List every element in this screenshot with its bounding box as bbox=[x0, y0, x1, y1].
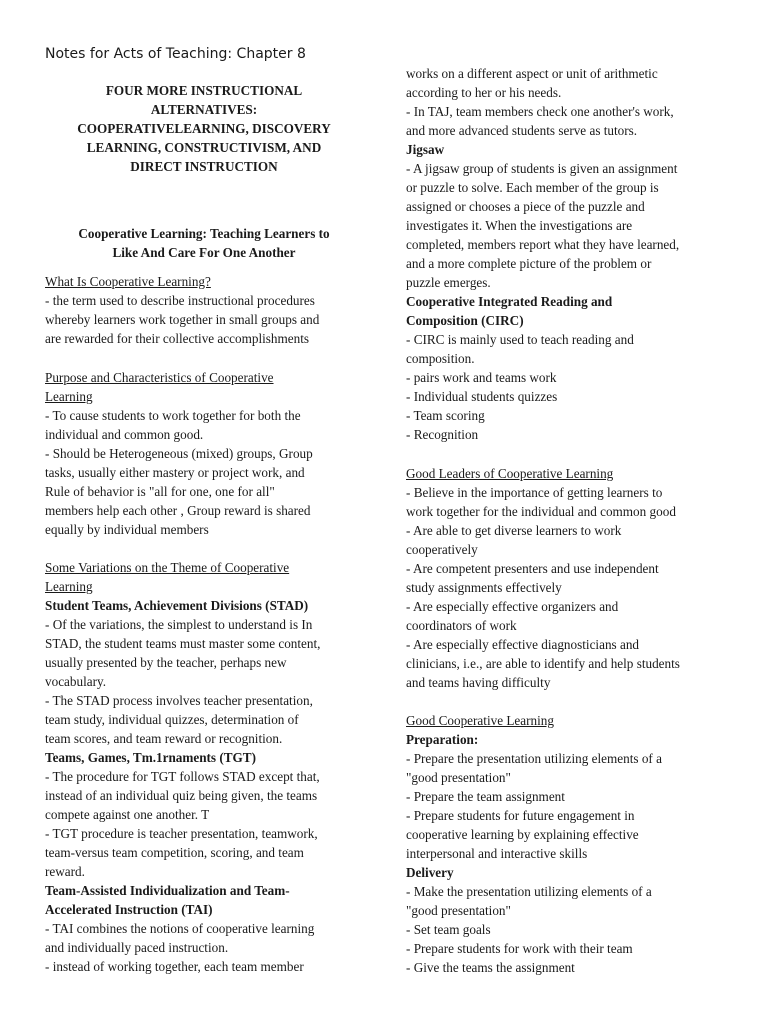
heading-line: Learning bbox=[45, 389, 93, 404]
text-line: cooperative learning by explaining effective bbox=[406, 827, 639, 842]
text-line: - Are especially effective organizers and bbox=[406, 599, 619, 614]
text-line: - CIRC is mainly used to teach reading and bbox=[406, 332, 634, 347]
text-line: equally by individual members bbox=[45, 522, 209, 537]
heading-line: Some Variations on the Theme of Cooperative bbox=[45, 560, 290, 575]
text-line: - TAI combines the notions of cooperative learning bbox=[45, 921, 315, 936]
text-line: whereby learners work together in small groups and bbox=[45, 312, 320, 327]
heading-line: Good Cooperative Learning bbox=[406, 713, 554, 728]
text-line: Rule of behavior is "all for one, one for all" bbox=[45, 484, 275, 499]
text-line: according to her or his needs. bbox=[406, 85, 562, 100]
text-line: are rewarded for their collective accomplishments bbox=[45, 331, 309, 346]
heading-line: Purpose and Characteristics of Cooperative bbox=[45, 370, 274, 385]
text-line: - Prepare the team assignment bbox=[406, 789, 565, 804]
page-header: Notes for Acts of Teaching: Chapter 8 bbox=[45, 46, 306, 62]
text-line: study assignments effectively bbox=[406, 580, 562, 595]
text-line: "good presentation" bbox=[406, 770, 511, 785]
text-line: - Give the teams the assignment bbox=[406, 960, 575, 975]
heading-line: ALTERNATIVES: bbox=[150, 102, 258, 117]
text-line: - instead of working together, each team member bbox=[45, 959, 304, 974]
heading-line: What Is Cooperative Learning? bbox=[45, 274, 211, 289]
text-line: - Prepare students for future engagement in bbox=[406, 808, 635, 823]
text-line: - Are able to get diverse learners to work bbox=[406, 523, 622, 538]
text-line: - Team scoring bbox=[406, 408, 485, 423]
text-line: - Are competent presenters and use independent bbox=[406, 561, 659, 576]
text-line: - Should be Heterogeneous (mixed) groups, Group bbox=[45, 446, 313, 461]
text-line: - Set team goals bbox=[406, 922, 491, 937]
text-line: and individually paced instruction. bbox=[45, 940, 229, 955]
heading-line: Good Leaders of Cooperative Learning bbox=[406, 466, 614, 481]
text-line: members help each other , Group reward is shared bbox=[45, 503, 311, 518]
text-line: puzzle emerges. bbox=[406, 275, 491, 290]
text-line: - Believe in the importance of getting learners to bbox=[406, 485, 663, 500]
text-line: usually presented by the teacher, perhaps new bbox=[45, 655, 287, 670]
text-line: - pairs work and teams work bbox=[406, 370, 557, 385]
text-line: team-versus team competition, scoring, and team bbox=[45, 845, 304, 860]
text-line: - To cause students to work together for both the bbox=[45, 408, 301, 423]
heading-line: FOUR MORE INSTRUCTIONAL bbox=[105, 83, 303, 98]
text-line: - Prepare the presentation utilizing elements of a bbox=[406, 751, 662, 766]
text-line: vocabulary. bbox=[45, 674, 107, 689]
text-line: - Make the presentation utilizing elements of a bbox=[406, 884, 652, 899]
heading-line: Learning bbox=[45, 579, 93, 594]
text-line: - Of the variations, the simplest to understand is In bbox=[45, 617, 313, 632]
text-line: tasks, usually either mastery or project work, and bbox=[45, 465, 305, 480]
text-line: investigates it. When the investigations are bbox=[406, 218, 633, 233]
heading-line: Accelerated Instruction (TAI) bbox=[45, 902, 213, 917]
text-line: - Individual students quizzes bbox=[406, 389, 558, 404]
heading-line: LEARNING, CONSTRUCTIVISM, AND bbox=[86, 140, 322, 155]
heading-line: Composition (CIRC) bbox=[406, 313, 524, 328]
text-line: - the term used to describe instructional procedures bbox=[45, 293, 315, 308]
heading-line: COOPERATIVELEARNING, DISCOVERY bbox=[77, 121, 331, 136]
heading-line: Preparation: bbox=[406, 732, 479, 747]
heading-line: Like And Care For One Another bbox=[112, 245, 296, 260]
text-line: composition. bbox=[406, 351, 475, 366]
text-line: STAD, the student teams must master some content, bbox=[45, 636, 321, 651]
text-line: - A jigsaw group of students is given an assignment bbox=[406, 161, 678, 176]
text-line: work together for the individual and common good bbox=[406, 504, 676, 519]
text-line: and teams having difficulty bbox=[406, 675, 551, 690]
text-line: cooperatively bbox=[406, 542, 478, 557]
text-line: team study, individual quizzes, determination of bbox=[45, 712, 299, 727]
heading-line: Jigsaw bbox=[406, 142, 445, 157]
heading-line: Student Teams, Achievement Divisions (STAD) bbox=[45, 598, 309, 613]
heading-line: Cooperative Integrated Reading and bbox=[406, 294, 613, 309]
text-line: works on a different aspect or unit of arithmetic bbox=[406, 66, 658, 81]
text-line: - Are especially effective diagnosticians and bbox=[406, 637, 640, 652]
text-line: - Prepare students for work with their team bbox=[406, 941, 633, 956]
text-line: assigned or chooses a piece of the puzzle and bbox=[406, 199, 645, 214]
heading-line: Teams, Games, Tm.1rnaments (TGT) bbox=[45, 750, 256, 765]
heading-line: Delivery bbox=[406, 865, 454, 880]
text-line: compete against one another. T bbox=[45, 807, 210, 822]
text-line: - The procedure for TGT follows STAD except that, bbox=[45, 769, 320, 784]
text-line: and more advanced students serve as tutors. bbox=[406, 123, 638, 138]
text-line: coordinators of work bbox=[406, 618, 517, 633]
text-line: or puzzle to solve. Each member of the group is bbox=[406, 180, 659, 195]
text-line: - In TAJ, team members check one another's work, bbox=[406, 104, 674, 119]
text-line: - Recognition bbox=[406, 427, 479, 442]
text-line: - The STAD process involves teacher presentation, bbox=[45, 693, 313, 708]
text-line: clinicians, i.e., are able to identify and help students bbox=[406, 656, 680, 671]
text-line: and a more complete picture of the problem or bbox=[406, 256, 652, 271]
text-line: instead of an individual quiz being given, the teams bbox=[45, 788, 318, 803]
text-line: team scores, and team reward or recognition. bbox=[45, 731, 283, 746]
text-line: - TGT procedure is teacher presentation, teamwork, bbox=[45, 826, 318, 841]
text-line: interpersonal and interactive skills bbox=[406, 846, 588, 861]
text-line: individual and common good. bbox=[45, 427, 204, 442]
text-line: "good presentation" bbox=[406, 903, 511, 918]
heading-line: Cooperative Learning: Teaching Learners to bbox=[78, 226, 330, 241]
heading-line: DIRECT INSTRUCTION bbox=[130, 159, 278, 174]
heading-line: Team-Assisted Individualization and Team- bbox=[45, 883, 290, 898]
text-line: completed, members report what they have learned, bbox=[406, 237, 680, 252]
text-line: reward. bbox=[45, 864, 85, 879]
